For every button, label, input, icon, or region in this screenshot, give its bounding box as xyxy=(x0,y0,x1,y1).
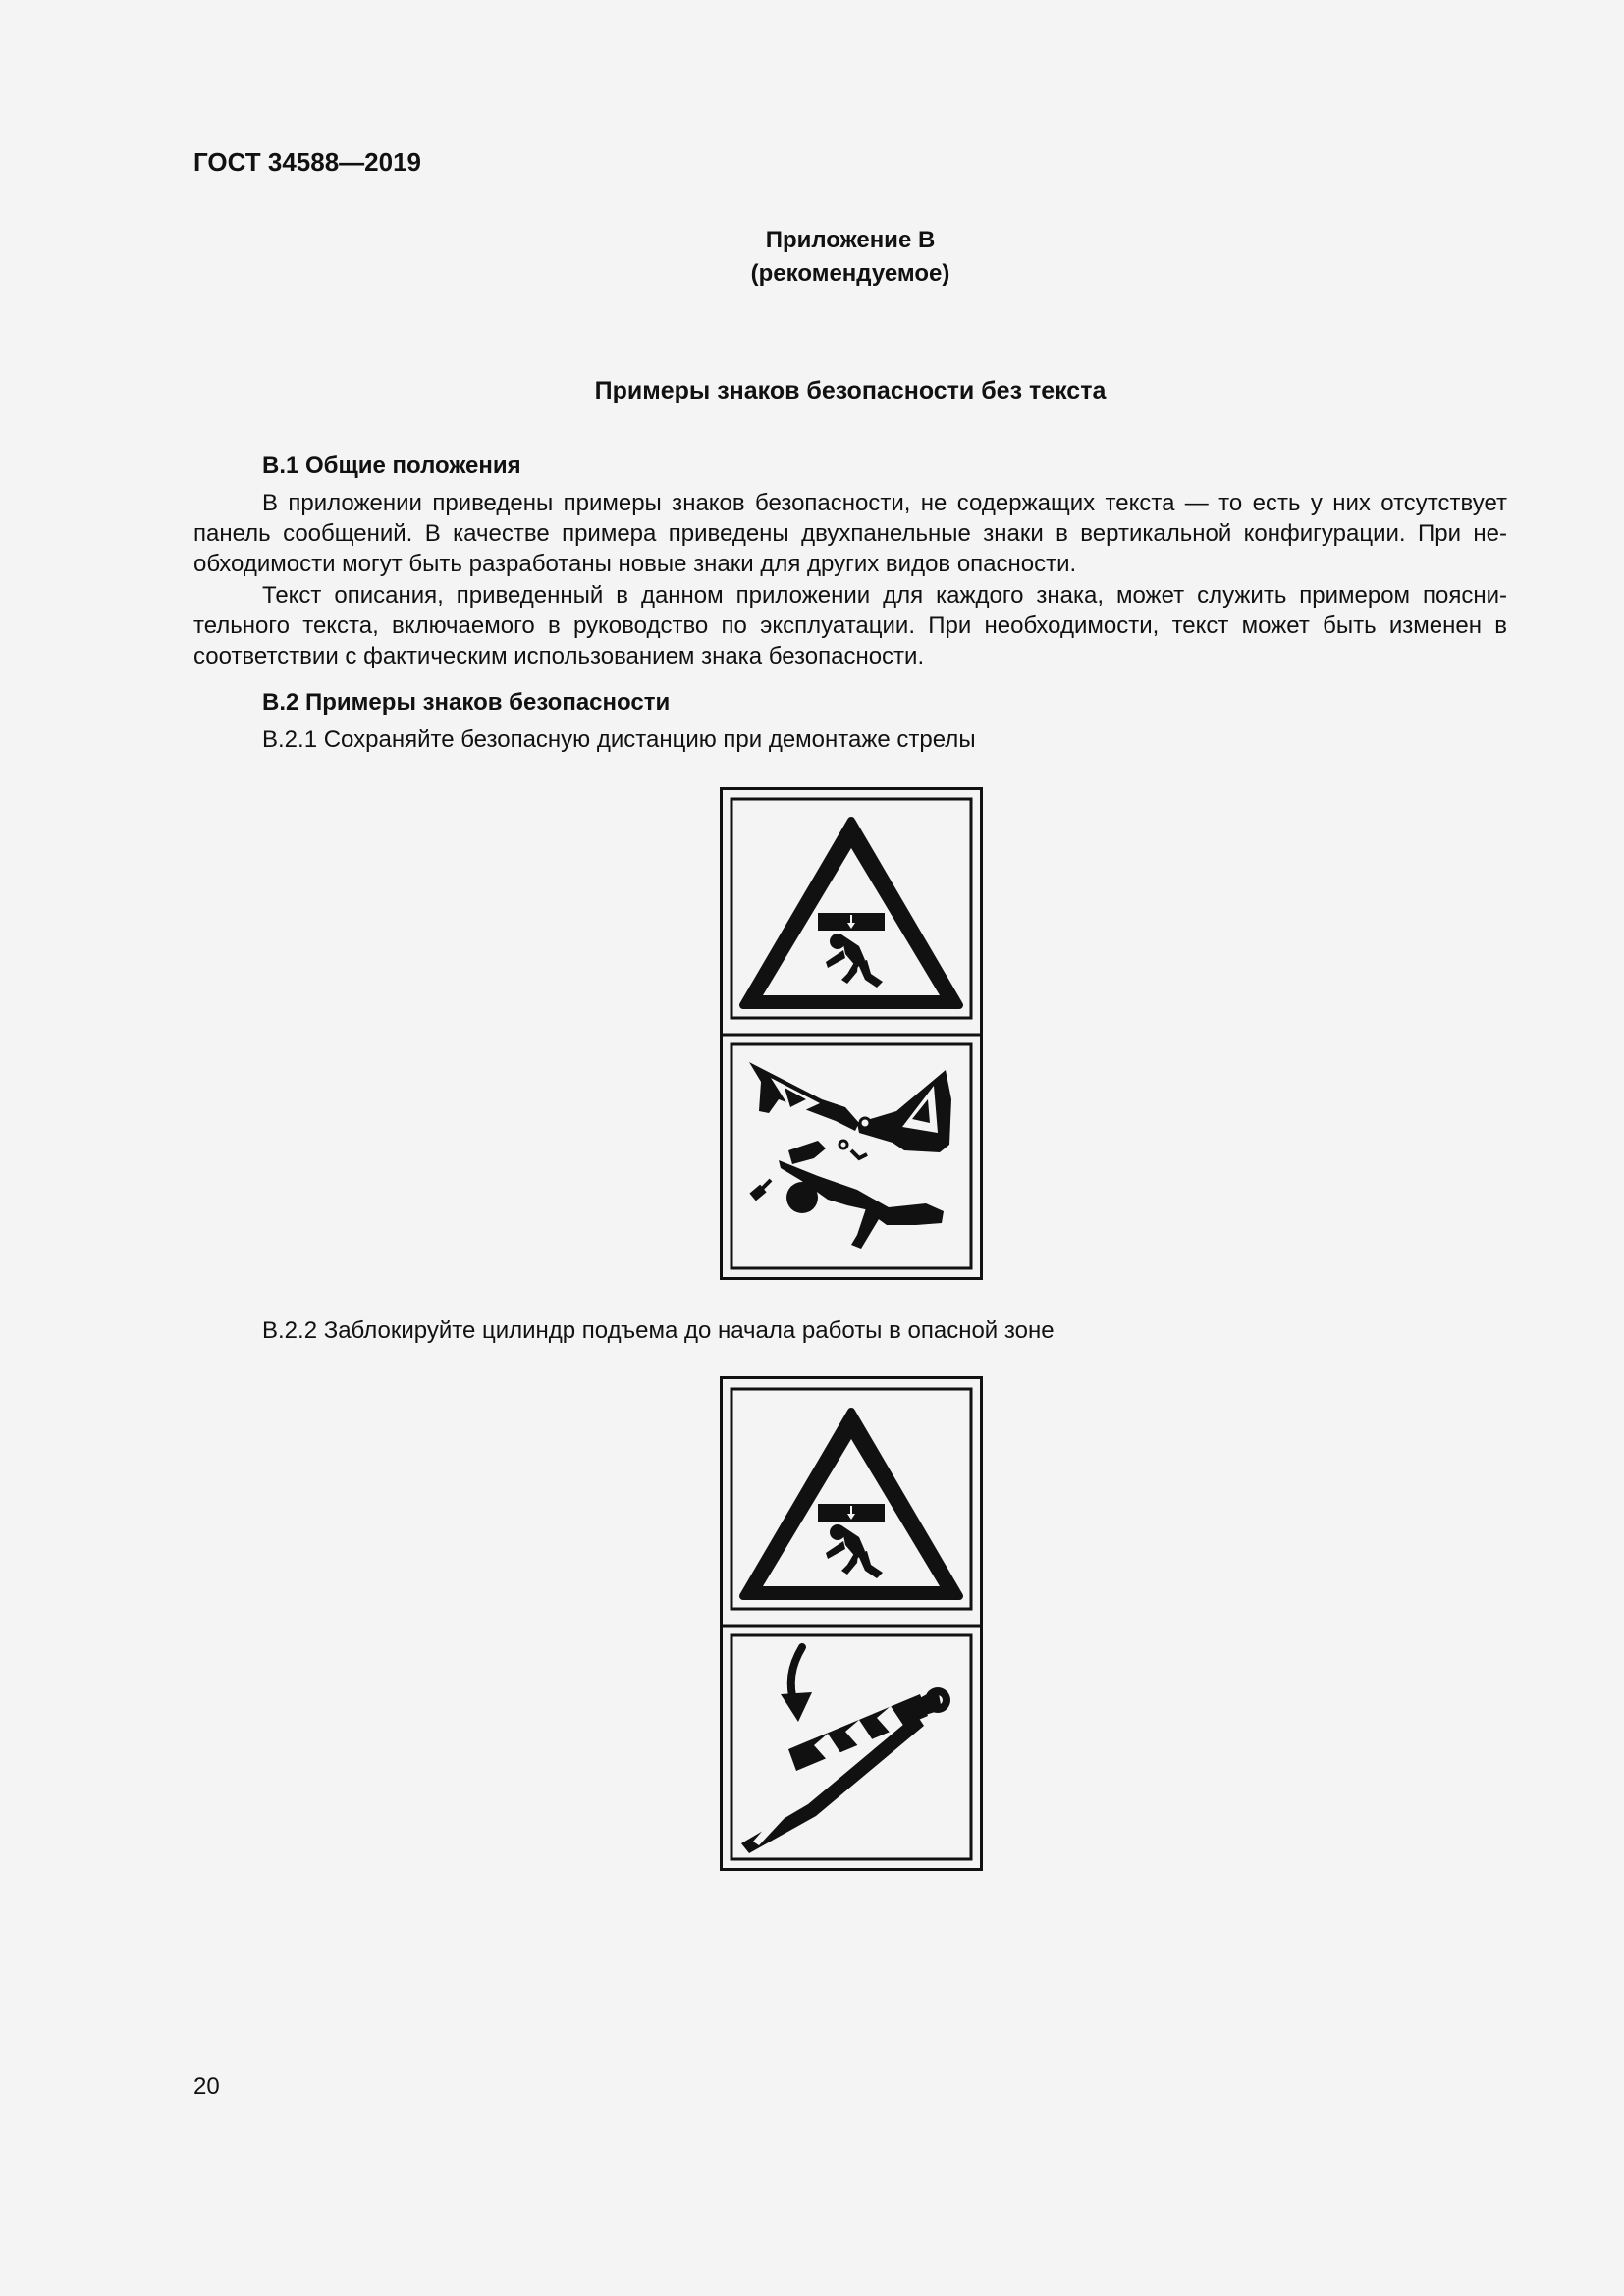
section-title: Примеры знаков безопасности без текста xyxy=(594,377,1107,404)
appendix-title: Приложение В xyxy=(765,227,936,253)
document-code: ГОСТ 34588—2019 xyxy=(193,147,421,177)
subsection-heading-b2: В.2 Примеры знаков безопасности xyxy=(262,689,671,716)
paragraph-line: панель сообщений. В качестве примера приведены двухпанельные знаки в вертикальной конфигурации. При не- xyxy=(193,520,1507,547)
paragraph-general-1 xyxy=(193,488,1507,579)
safety-sign-1 xyxy=(720,787,983,1280)
subsection-heading-b1: В.1 Общие положения xyxy=(262,453,521,479)
paragraph-line: В приложении приведены примеры знаков безопасности, не содержащих текста — то есть у них отсутствует xyxy=(262,490,1507,516)
sign-caption-2: В.2.2 Заблокируйте цилиндр подъема до начала работы в опасной зоне xyxy=(262,1317,1055,1344)
sign-caption-1: В.2.1 Сохраняйте безопасную дистанцию при демонтаже стрелы xyxy=(262,726,976,753)
appendix-status: (рекомендуемое) xyxy=(750,260,950,287)
paragraph-line: Текст описания, приведенный в данном приложении для каждого знака, может служить примером поясни- xyxy=(262,582,1507,609)
paragraph-line: соответствии с фактическим использованием знака безопасности. xyxy=(193,643,925,669)
paragraph-line: тельного текста, включаемого в руководство по эксплуатации. При необходимости, текст может быть изменен в xyxy=(193,613,1507,639)
paragraph-line: обходимости могут быть разработаны новые знаки для других видов опасности. xyxy=(193,551,1077,577)
page-number: 20 xyxy=(193,2073,220,2100)
paragraph-general-2 xyxy=(193,580,1507,671)
appendix-heading xyxy=(0,224,1624,291)
safety-sign-2 xyxy=(720,1376,983,1871)
